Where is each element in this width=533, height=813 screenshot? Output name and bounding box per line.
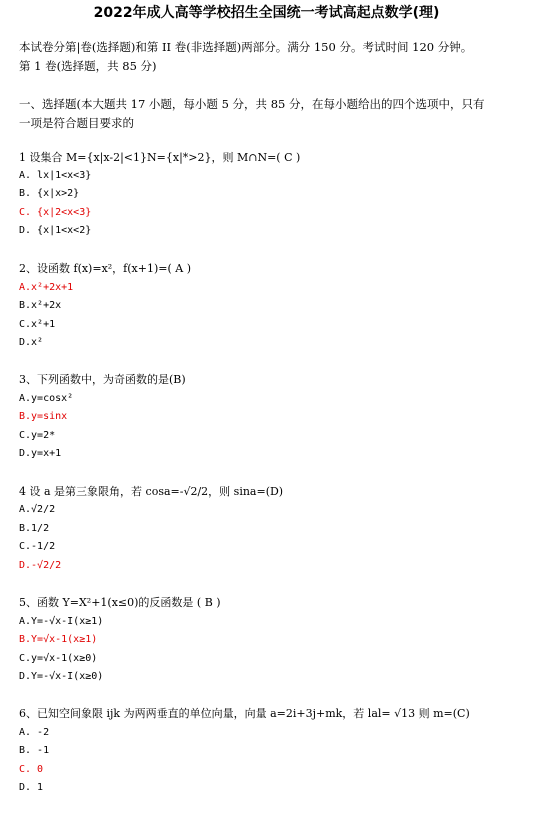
question-1-stem: 1 设集合 M={x|x-2|<1}N={x|*>2}，则 M∩N=( C ) bbox=[19, 151, 301, 164]
question-1-option-c-answer: C. {x|2<x<3} bbox=[19, 207, 92, 218]
question-6-option-b: B. -1 bbox=[19, 745, 50, 756]
question-1-option-b: B. {x|x>2} bbox=[19, 188, 80, 199]
question-4-option-c: C.-1/2 bbox=[19, 541, 56, 552]
question-5-stem: 5、函数 Y=X²+1(x≤0)的反函数是 ( B ) bbox=[19, 596, 221, 609]
intro-line-2: 第 1 卷(选择题，共 85 分) bbox=[19, 59, 157, 73]
question-1-option-d: D. {x|1<x<2} bbox=[19, 225, 92, 236]
intro-line-1: 本试卷分第|卷(选择题)和第 II 卷(非选择题)两部分。满分 150 分。考试时间 120 分钟。 bbox=[19, 40, 473, 54]
question-3-option-d: D.y=x+1 bbox=[19, 448, 62, 459]
question-6-option-d: D. 1 bbox=[19, 782, 44, 793]
question-5-option-a: A.Y=-√x-I(x≥1) bbox=[19, 616, 104, 627]
question-3-stem: 3、下列函数中，为奇函数的是(B) bbox=[19, 373, 186, 386]
question-5-option-c: C.y=√x-1(x≥0) bbox=[19, 653, 98, 664]
question-3-option-a: A.y=cosx² bbox=[19, 393, 74, 404]
question-2-option-d: D.x² bbox=[19, 337, 44, 348]
question-2-option-b: B.x²+2x bbox=[19, 300, 62, 311]
section-heading-line-1: 一、选择题(本大题共 17 小题，每小题 5 分，共 85 分，在每小题给出的四个选项中，只有 bbox=[19, 97, 485, 111]
question-5-option-d: D.Y=-√x-I(x≥0) bbox=[19, 671, 104, 682]
question-4-option-d-answer: D.-√2/2 bbox=[19, 560, 62, 571]
question-6-option-c-answer: C. 0 bbox=[19, 764, 44, 775]
question-4-option-b: B.1/2 bbox=[19, 523, 50, 534]
question-1-option-a: A. lx|1<x<3} bbox=[19, 170, 92, 181]
question-6-option-a: A. -2 bbox=[19, 727, 50, 738]
question-2-option-c: C.x²+1 bbox=[19, 319, 56, 330]
page-title: 2022年成人高等学校招生全国统一考试高起点数学(理) bbox=[93, 5, 440, 21]
question-5-option-b-answer: B.Y=√x-1(x≥1) bbox=[19, 634, 98, 645]
question-3-option-b-answer: B.y=sinx bbox=[19, 411, 68, 422]
question-4-option-a: A.√2/2 bbox=[19, 504, 56, 515]
question-2-option-a-answer: A.x²+2x+1 bbox=[19, 282, 74, 293]
question-3-option-c: C.y=2* bbox=[19, 430, 56, 441]
section-heading-line-2: 一项是符合题目要求的 bbox=[19, 116, 134, 130]
question-4-stem: 4 设 a 是第三象限角，若 cosa=-√2/2，则 sina=(D) bbox=[19, 485, 284, 498]
question-2-stem: 2、设函数 f(x)=x²，f(x+1)=( A ) bbox=[19, 262, 191, 275]
question-6-stem: 6、已知空间象限 ijk 为两两垂直的单位向量，向量 a=2i+3j+mk，若 lal= √13 则 m=(C) bbox=[19, 707, 470, 720]
